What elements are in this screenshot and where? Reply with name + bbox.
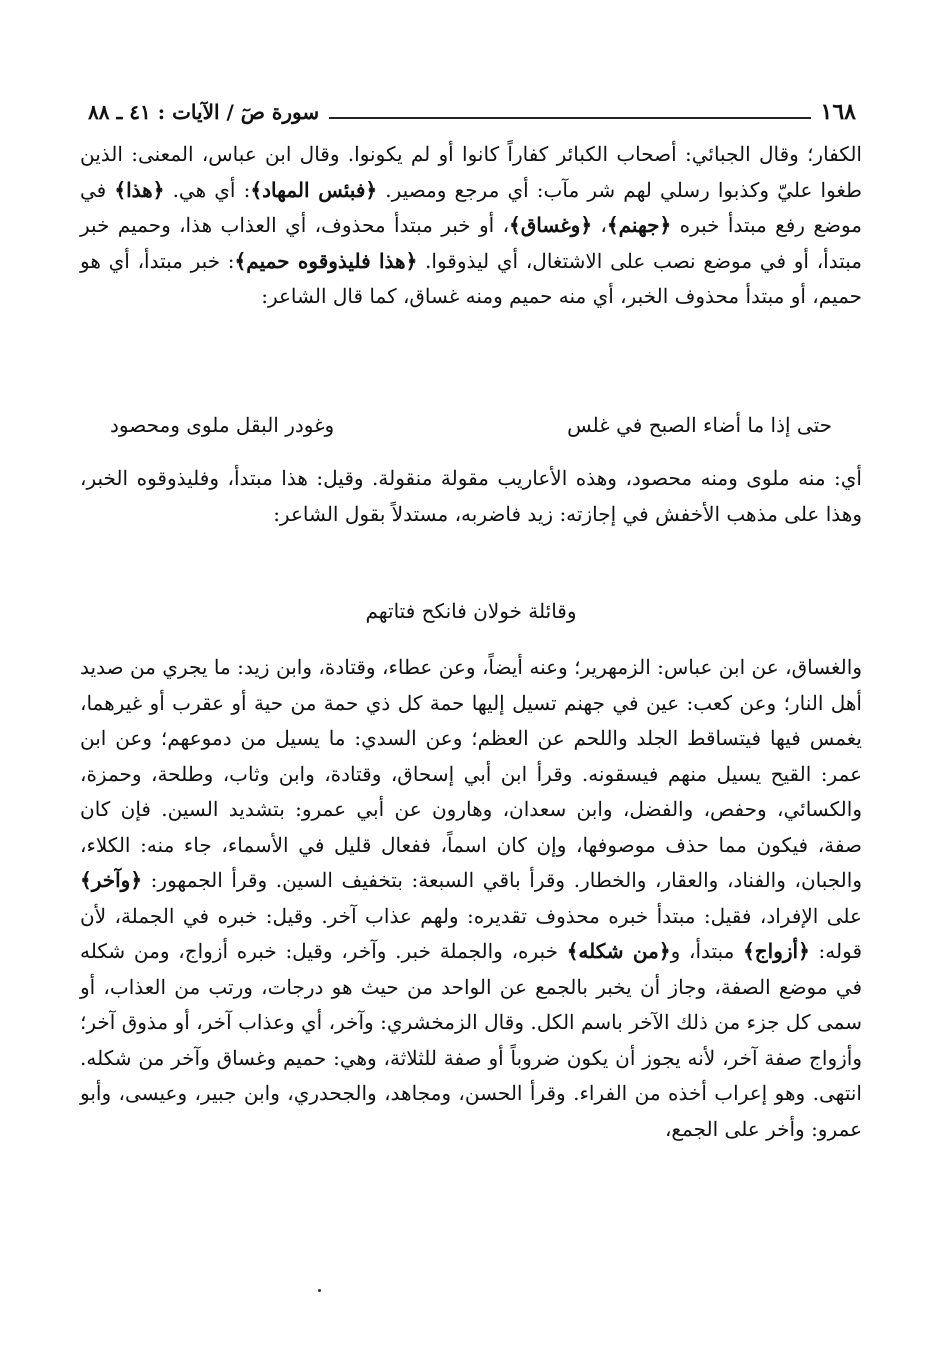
para1-text: في موضع رفع مبتدأ خبره	[80, 177, 863, 237]
paragraph-3	[80, 650, 862, 1147]
page-header	[88, 92, 856, 124]
quran-quote: ﴿هذا﴾	[114, 177, 165, 202]
poetry-verse-1	[80, 410, 862, 440]
para1-text: ،	[592, 213, 607, 237]
quran-quote: ﴿من شكله﴾	[566, 939, 671, 963]
quran-quote: ﴿أزواج﴾	[743, 939, 810, 963]
paragraph-1	[80, 137, 862, 315]
header-rule	[329, 117, 810, 119]
para3-text: مبتدأ، و	[670, 939, 744, 963]
para3-text: على الإفراد، فقيل: مبتدأ خبره محذوف تقديره: ولهم عذاب آخر. وقيل: خبره في الجملة، لأن قوله:	[80, 903, 863, 963]
para3-text: والغساق، عن ابن عباس: الزمهرير؛ وعنه أيضاً، وعن عطاء، وقتادة، وابن زيد: ما يجري من صديد أهل النار؛ وعن كعب: عين في جهنم تسيل إليها حمة كل ذي حمة من حية أو عقرب أو غيرهما، يغمس فيها فيتساقط الجلد واللحم عن العظم؛ وعن السدي: ما يسيل من دموعهم؛ وعن ابن عمر: القيح يسيل منهم فيسقونه. وقرأ ابن أبي إسحاق، وقتادة، وابن وثاب، وطلحة، وحمزة، والكسائي، وحفص، والفضل، وابن سعدان، وهارون عن أبي عمرو: بتشديد السين. فإن كان صفة، فيكون مما حذف موصوفها، وإن كان اسماً، ففعال قليل في الأسماء، جاء منه: الكلاء، والجبان، والفناد، والعقار، والخطار. وقرأ باقي السبعة: بتخفيف السين. وقرأ الجمهور:	[80, 655, 863, 892]
quran-quote: ﴿فبئس المهاد﴾	[250, 177, 378, 202]
quran-quote: ﴿هذا فليذوقوه حميم﴾	[234, 248, 418, 273]
paragraph-2: أي: منه ملوى ومنه محصود، وهذه الأعاريب مقولة منقولة. وقيل: هذا مبتدأ، وفليذوقوه الخبر، وهذا على مذهب الأخفش في إجازته: زيد فاضربه، مستدلاً بقول الشاعر:	[80, 466, 862, 526]
para1-text: : خبر مبتدأ، أي هو حميم، أو مبتدأ محذوف الخبر، أي منه حميم ومنه غساق، كما قال الشاعر:	[80, 248, 862, 308]
page-number: ١٦٨	[820, 99, 856, 125]
verse-second-hemistich: وغودر البقل ملوى ومحصود	[110, 413, 335, 437]
para3-text: خبره، والجملة خبر. وآخر، وقيل: خبره أزواج، ومن شكله في موضع الصفة، وجاز أن يخبر بالجمع عن الواحد من حيث هو درجات، ورتب من العذاب، أو سمى كل جزء من ذلك الآخر باسم الكل. وقال الزمخشري: وآخر، أي وعذاب آخر، أو مذوق آخر؛ وأزواج صفة آخر، لأنه يجوز أن يكون ضروباً أو صفة للثلاثة، وهي: حميم وغساق وآخر من شكله. انتهى. وهو إعراب أخذه من الفراء. وقرأ الحسن، ومجاهد، والجحدري، وابن جبير، وعيسى، وأبو عمرو: وأخر على الجمع،	[80, 939, 862, 1141]
quran-quote: ﴿جهنم﴾	[606, 213, 672, 237]
para1-text: : أي هي.	[164, 177, 251, 202]
para1-text: الكفار؛ وقال الجبائي: أصحاب الكبائر كفاراً كانوا أو لم يكونوا. وقال ابن عباس، المعنى: الذين طغوا عليّ وكذبوا رسلي لهم شر مآب: أي مرجع ومصير.	[80, 142, 862, 202]
page-dot-mark	[318, 1289, 321, 1292]
surah-title: سورة صٓ / الآيات : ٤١ ـ ٨٨	[88, 100, 320, 124]
verse-first-hemistich: حتى إذا ما أضاء الصبح في غلس	[567, 413, 832, 437]
para1-text: ، أو خبر مبتدأ محذوف، أي العذاب هذا، وحميم خبر مبتدأ، أو في موضع نصب على الاشتغال، أي ليذوقوا.	[80, 213, 863, 273]
poetry-verse-2: وقائلة خولان فانكح فتاتهم	[365, 599, 577, 623]
quran-quote: ﴿وآخر﴾	[80, 868, 143, 892]
quran-quote: ﴿وغساق﴾	[509, 213, 593, 237]
